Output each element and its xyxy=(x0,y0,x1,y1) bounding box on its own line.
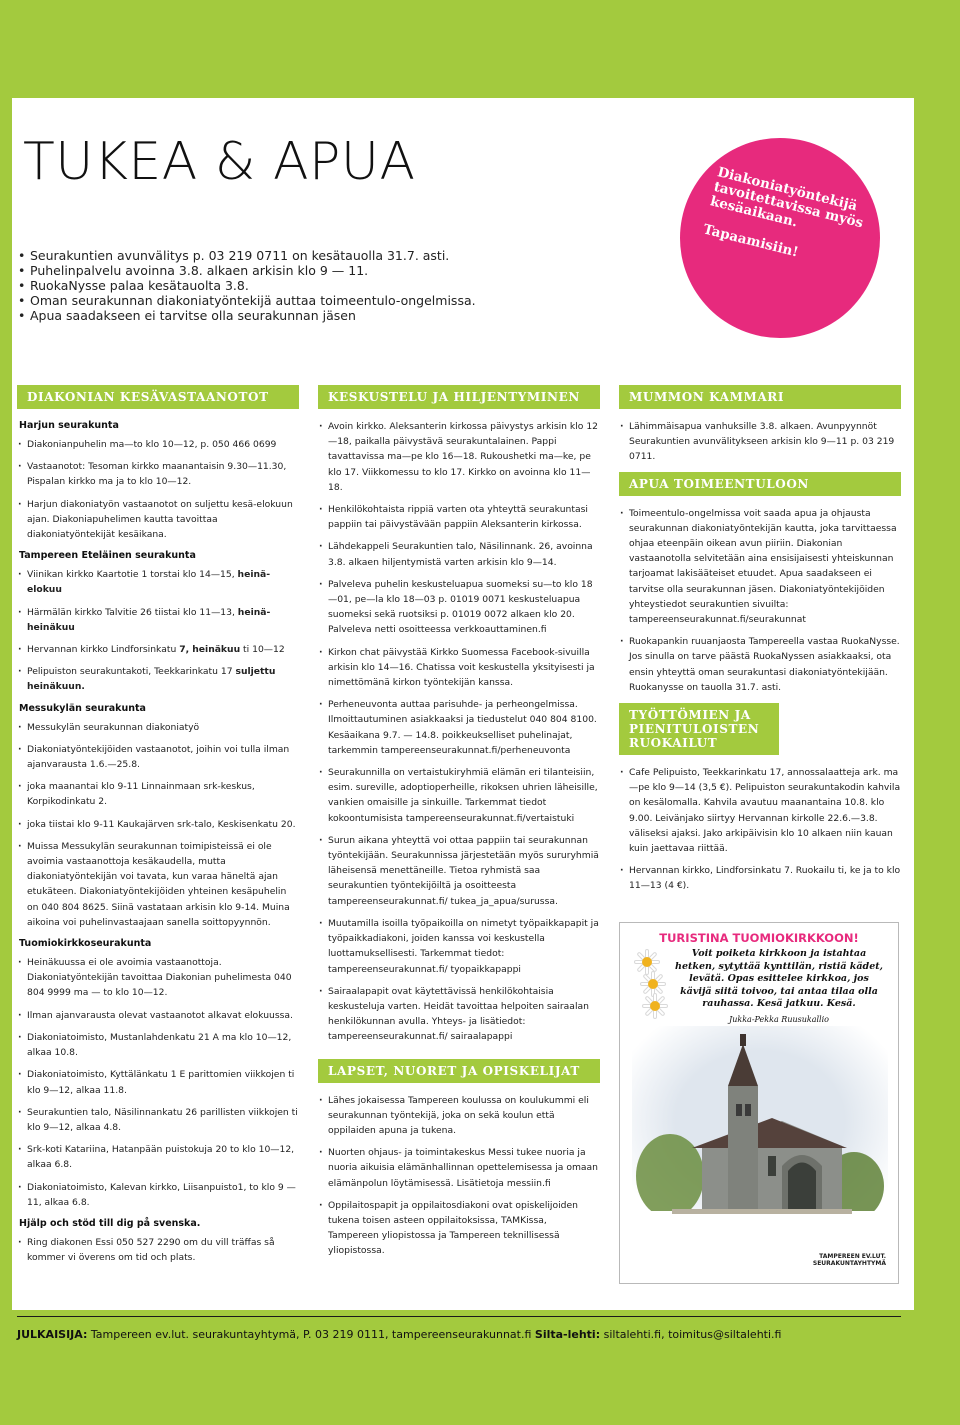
intro-list xyxy=(18,248,578,323)
item-list xyxy=(619,506,901,695)
column-keskustelu xyxy=(318,385,600,1266)
item-list xyxy=(17,567,299,694)
item-text: Pelipuiston seurakuntakoti, Teekkarinkatu 17 xyxy=(27,666,236,678)
item-list xyxy=(17,437,299,542)
subsection-title: Tuomiokirkkoseurakunta xyxy=(19,938,152,950)
item-bold: heinä-elokuu xyxy=(27,569,271,596)
list-item: · Hervannan kirkko, Lindforsinkatu 7. Ruokailu ti, ke ja to klo 11—13 (4 €). xyxy=(619,863,901,893)
list-item: · Ring diakonen Essi 050 527 2290 om du vill träffas så kommer vi överens om tid och plats. xyxy=(17,1235,299,1265)
list-item: · Muissa Messukylän seurakunnan toimipisteissä ei ole avoimia vastaanottoja kesäkaudella, mutta diakoniatyöntekijän voi tavata, kun varaa häneltä ajan etukäteen. Diakoniatyöntekijöiden yhteinen kesäpuhelin on 040 804 8625. Siinä vastataan arkisin klo 9-14. Muina aikoina voi puhelinvastaajaan sanella soittopyynnön. xyxy=(17,839,299,930)
list-item: · Vastaanotot: Tesoman kirkko maanantaisin 9.30—11.30, Pispalan kirkko ma ja to klo 10—12. xyxy=(17,459,299,489)
list-item: · Perheneuvonta auttaa parisuhde- ja perheongelmissa. Ilmoittautuminen asiakkaaksi ja tiedustelut 040 804 8100. Kesäaikana 9.7. — 14.8. poikkeukselliset puhelinajat, tarkemmin tampereenseurakunnat.fi/perheneuvonta xyxy=(318,697,600,758)
footer-label: JULKAISIJA: xyxy=(17,1328,88,1341)
footer-text: Tampereen ev.lut. seurakuntayhtymä, P. 03 219 0111, tampereenseurakunnat.fi xyxy=(87,1328,535,1341)
turistina-text: Voit poiketa kirkkoon ja istahtaa hetken, sytyttää kynttilän, ristiä kädet, levätä. Opas esittelee kirkkoa, jos kävijä siitä toivoo, tai antaa tilaa olla rauhassa. Kesä jatkuu. Kesä. xyxy=(675,948,883,1009)
item-bold: suljettu heinäkuun. xyxy=(27,666,276,693)
list-item: · Toimeentulo-ongelmissa voit saada apua ja ohjausta seurakunnan diakoniatyöntekijän kautta, joka tarvittaessa ohjaa eteenpäin oikean avun piiriin. Diakonian vastaanotolla selvitetään aina ensisijaisesti yhteiskunnan tarjoamat lakisääteiset etuudet. Apua saadakseen ei tarvitse olla seurakunnan jäsen. Diakoniatyöntekijöiden yhteystiedot seurakuntien sivuilta: tampereenseurakunnat.fi/seurakunnat xyxy=(619,506,901,628)
daisy-icon xyxy=(642,993,668,1019)
item-bold: heinä-heinäkuu xyxy=(27,606,271,633)
list-item: · Seurakunnilla on vertaistukiryhmiä elämän eri tilanteisiin, esim. sureville, adoptioperheille, rikoksen uhrien läheisille, vankien omaisille ja sinkuille. Tarkemmat tiedot kokoontumisista tampereenseurakunnat.fi/vertaistuki xyxy=(318,765,600,826)
section-header: APUA TOIMEENTULOON xyxy=(619,472,901,496)
list-item: · Surun aikana yhteyttä voi ottaa pappiin tai seurakunnan työntekijään. Seurakunnissa järjestetään myös sururyhmiä läheisensä menettäneille. Tietoa ryhmistä saa seurakuntien työntekijöiltä ja osoitteesta tampereenseurakunnat.fi/ tukea_ja_apua/surussa. xyxy=(318,833,600,909)
list-item: · Oppilaitospapit ja oppilaitosdiakoni ovat opiskelijoiden tukena toisen asteen oppilaitoksissa, TAMKissa, Tampereen yliopistossa ja Tampereen teknillisessä yliopistossa. xyxy=(318,1198,600,1259)
item-list xyxy=(619,419,901,465)
list-item: · Sairaalapapit ovat käytettävissä henkilökohtaisia keskusteluja varten. Heidät tavoittaa helpoiten sairaalan henkilökunnan avulla. Yhteys- ja lisätiedot: tampereenseurakunnat.fi/ sairaalapappi xyxy=(318,984,600,1045)
list-item: · Ilman ajanvarausta olevat vastaanotot alkavat elokuussa. xyxy=(17,1008,299,1023)
subsection-title: Hjälp och stöd till dig på svenska. xyxy=(19,1217,201,1229)
item-text: Härmälän kirkko Talvitie 26 tiistai klo 11—13, xyxy=(27,606,238,618)
footer-divider xyxy=(17,1316,901,1317)
intro-item: • RuokaNysse palaa kesätauolta 3.8. xyxy=(18,278,578,293)
badge-text xyxy=(701,165,879,277)
list-item: · Diakoniatyöntekijöiden vastaanotot, joihin voi tulla ilman ajanvarausta 1.6.—25.8. xyxy=(17,742,299,772)
item-text: ti 10—12 xyxy=(240,644,285,656)
list-item: · joka maanantai klo 9-11 Linnainmaan srk-keskus, Korpikodinkatu 2. xyxy=(17,779,299,809)
footer xyxy=(17,1328,781,1342)
list-item: · Palveleva puhelin keskusteluapua suomeksi su—to klo 18—01, pe—la klo 18—03 p. 01019 0071 keskusteluapua suomeksi sekä ruotsiksi p. 01019 0072 alkaen klo 20. Palveleva netti osoitteessa verkkoauttaminen.fi xyxy=(318,577,600,638)
page-title: TUKEA & APUA xyxy=(23,132,416,192)
list-item: · Lähimmäisapua vanhuksille 3.8. alkaen. Avunpyynnöt Seurakuntien avunvälitykseen arkisin klo 9—11 p. 03 219 0711. xyxy=(619,419,901,465)
item-list xyxy=(17,1235,299,1265)
list-item: · Harjun diakoniatyön vastaanotot on suljettu kesä-elokuun ajan. Diakoniapuhelimen kautta tavoittaa diakoniatyöntekijät kesäikana. xyxy=(17,497,299,543)
list-item xyxy=(17,664,299,694)
list-item xyxy=(17,567,299,597)
list-item: · Lähes jokaisessa Tampereen koulussa on koulukummi eli seurakunnan työntekijä, joka on sekä koulun että oppilaiden apuna ja tukena. xyxy=(318,1093,600,1139)
item-list xyxy=(318,419,600,1045)
section-header: KESKUSTELU JA HILJENTYMINEN xyxy=(318,385,600,409)
list-item: · joka tiistai klo 9-11 Kaukajärven srk-talo, Keskisenkatu 20. xyxy=(17,817,299,832)
badge-line1: Diakoniatyöntekijä tavoitettavissa myös kesäaikaan. xyxy=(708,164,865,232)
item-bold: 7, heinäkuu xyxy=(179,644,241,656)
list-item: · Kirkon chat päivystää Kirkko Suomessa Facebook-sivuilla arkisin klo 14—16. Chatissa voit keskustella yksityisesti ja nimettömänä kirkon työntekijän kanssa. xyxy=(318,645,600,691)
list-item: · Cafe Pelipuisto, Teekkarinkatu 17, annossalaatteja ark. ma—pe klo 9—14 (3,5 €). Pelipuiston seurakuntakodin kahvila on kesälomalla. Kahvila avautuu maanantaina 10.8. klo 9.00. Leivänjako siirtyy Hervannan kirkolle 22.6.—3.8. väliseksi ajaksi. Jako arkipäivisin klo 10 alkaen niin kauan kuin jaettavaa riittää. xyxy=(619,765,901,856)
list-item: · Seurakuntien talo, Näsilinnankatu 26 parillisten viikkojen ti klo 9—12, alkaa 4.8. xyxy=(17,1105,299,1135)
list-item: · Nuorten ohjaus- ja toimintakeskus Messi tukee nuoria ja nuoria aikuisia elämänhallinnan opettelemisessa ja omaan elämänpolun löytämisessä. Lisätietoja messiin.fi xyxy=(318,1145,600,1191)
item-list xyxy=(619,765,901,894)
list-item: · Diakoniatoimisto, Mustanlahdenkatu 21 A ma klo 10—12, alkaa 10.8. xyxy=(17,1030,299,1060)
turistina-box xyxy=(619,922,899,1284)
item-list xyxy=(17,955,299,1210)
church-photo xyxy=(632,1026,888,1236)
list-item: · Lähdekappeli Seurakuntien talo, Näsilinnank. 26, avoinna 3.8. alkaen hiljentymistä varten arkisin klo 9—14. xyxy=(318,539,600,569)
intro-item: • Oman seurakunnan diakoniatyöntekijä auttaa toimeentulo-ongelmissa. xyxy=(18,293,578,308)
badge-line2: Tapaamisiin! xyxy=(701,221,800,261)
turistina-body xyxy=(672,948,886,1026)
column-mummon-kammari xyxy=(619,385,901,901)
logo-line2: SEURAKUNTAYHTYMÄ xyxy=(812,1260,886,1267)
list-item: · Heinäkuussa ei ole avoimia vastaanottoja. Diakoniatyöntekijän tavoittaa Diakonian puhelimesta 040 804 9999 ma — to klo 10—12. xyxy=(17,955,299,1001)
item-list xyxy=(318,1093,600,1259)
footer-text: siltalehti.fi, toimitus@siltalehti.fi xyxy=(600,1328,782,1341)
footer-label: Silta-lehti: xyxy=(534,1328,601,1341)
list-item: · Diakoniatoimisto, Kyttälänkatu 1 E parittomien viikkojen ti klo 9—12, alkaa 11.8. xyxy=(17,1067,299,1097)
list-item: · Messukylän seurakunnan diakoniatyö xyxy=(17,720,299,735)
list-item xyxy=(17,605,299,635)
section-header: LAPSET, NUORET JA OPISKELIJAT xyxy=(318,1059,600,1083)
list-item: · Muutamilla isoilla työpaikoilla on nimetyt työpaikkapapit ja työpaikkadiakoni, joiden kanssa voi keskustella luottamuksellisesti. Tarkemmat tiedot: tampereenseurakunnat.fi/ tyopaikkapappi xyxy=(318,916,600,977)
pink-badge xyxy=(680,138,880,338)
section-header: DIAKONIAN KESÄVASTAANOTOT xyxy=(17,385,299,409)
item-list xyxy=(17,720,299,930)
list-item: · Srk-koti Katariina, Hatanpään puistokuja 20 to klo 10—12, alkaa 6.8. xyxy=(17,1142,299,1172)
section-header: TYÖTTÖMIEN JA PIENITULOISTEN RUOKAILUT xyxy=(619,703,779,755)
intro-item: • Apua saadakseen ei tarvitse olla seurakunnan jäsen xyxy=(18,308,578,323)
list-item: · Diakonianpuhelin ma—to klo 10—12, p. 050 466 0699 xyxy=(17,437,299,452)
list-item: · Diakoniatoimisto, Kalevan kirkko, Liisanpuisto1, to klo 9 — 11, alkaa 6.8. xyxy=(17,1180,299,1210)
church-logo xyxy=(813,1253,886,1267)
subsection-title: Messukylän seurakunta xyxy=(19,702,146,714)
list-item xyxy=(17,642,299,657)
list-item: · Henkilökohtaista rippiä varten ota yhteyttä seurakuntasi pappiin tai päivystävään pappiin Aleksanterin kirkossa. xyxy=(318,502,600,532)
intro-item: • Puhelinpalvelu avoinna 3.8. alkaen arkisin klo 9 — 11. xyxy=(18,263,578,278)
item-text: Hervannan kirkko Lindforsinkatu xyxy=(27,644,180,656)
subsection-title: Harjun seurakunta xyxy=(19,420,119,431)
turistina-title: TURISTINA TUOMIOKIRKKOON! xyxy=(659,931,859,945)
subsection-title: Tampereen Eteläinen seurakunta xyxy=(19,550,196,562)
logo-line1: TAMPEREEN EV.LUT. xyxy=(819,1253,886,1260)
list-item: · Ruokapankin ruuanjaosta Tampereella vastaa RuokaNysse. Jos sinulla on tarve päästä RuokaNyssen asiakkaaksi, ota ensin yhteyttä oman seurakuntasi diakoniatyöntekijään. Ruokanysse on tauolla 31.7. asti. xyxy=(619,634,901,695)
list-item: · Avoin kirkko. Aleksanterin kirkossa päivystys arkisin klo 12—18, paikalla päivystävä seurakuntalainen. Pappi tavattavissa ma—pe klo 16—18. Rukoushetki ma—ke, pe klo 17. Viikkomessu to klo 17. Kirkko on avoinna klo 11—18. xyxy=(318,419,600,495)
item-text: Viinikan kirkko Kaartotie 1 torstai klo 14—15, xyxy=(27,569,238,581)
turistina-signature: Jukka-Pekka Ruusukallio xyxy=(729,1014,829,1024)
intro-item: • Seurakuntien avunvälitys p. 03 219 0711 on kesätauolla 31.7. asti. xyxy=(18,248,578,263)
section-header: MUMMON KAMMARI xyxy=(619,385,901,409)
column-diakonia xyxy=(17,385,299,1272)
